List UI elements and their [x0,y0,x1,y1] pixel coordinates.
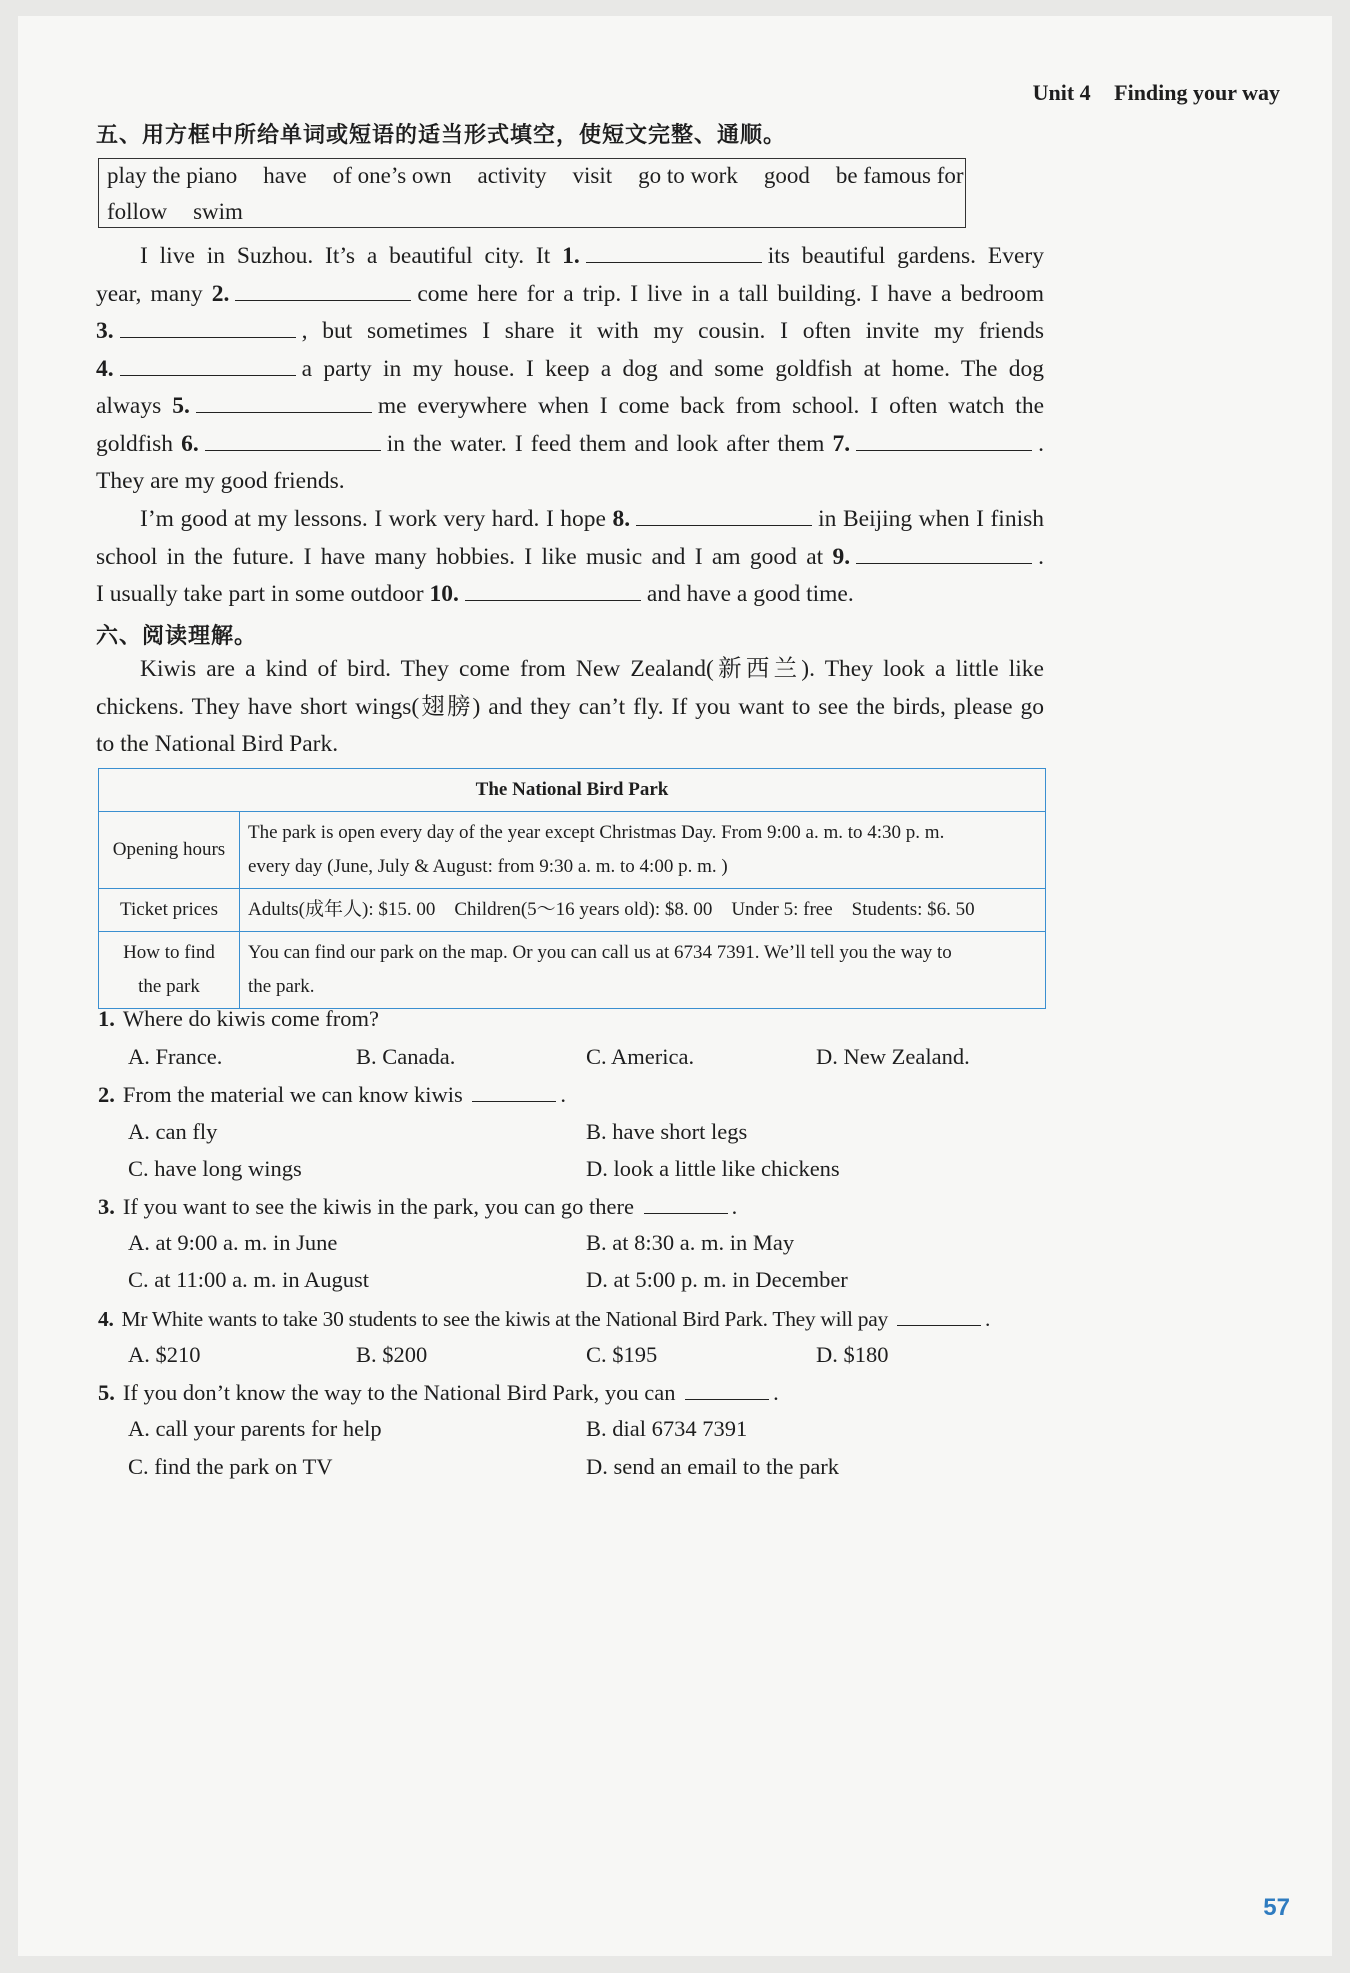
answer-blank-8[interactable] [636,503,812,526]
option-4c[interactable]: C. $195 [586,1342,658,1367]
row-label: Opening hours [99,812,240,889]
answer-blank-7[interactable] [856,428,1032,451]
row-content: Adults(成年人): $15. 00 Children(5～16 years old): $8. 00 Under 5: free Students: $6. 50 [240,889,1046,932]
unit-title: Finding your way [1114,80,1280,105]
word-item: play the piano [107,163,238,188]
word-item: have [263,163,307,188]
table-heading: The National Bird Park [99,769,1046,812]
option-1b[interactable]: B. Canada. [356,1044,456,1069]
passage-line: goldfish 6. in the water. I feed them and look after them 7. . [96,426,1044,464]
intro-line: chickens. They have short wings(翅膀) and they can’t fly. If you want to see the birds, please go [96,693,1044,720]
passage-paragraph-1 [96,238,1044,501]
option-1a[interactable]: A. France. [128,1044,223,1069]
passage-line: school in the future. I have many hobbies. I like music and I am good at 9. . [96,539,1044,577]
option-5c[interactable]: C. find the park on TV [128,1454,333,1479]
word-item: visit [572,163,613,188]
option-2b[interactable]: B. have short legs [586,1119,748,1144]
word-item: go to work [638,163,738,188]
row-label: How to find the park [99,932,240,1009]
word-item: swim [193,199,243,224]
option-2d[interactable]: D. look a little like chickens [586,1156,840,1181]
word-item: follow [107,199,168,224]
answer-blank-2[interactable] [235,278,411,301]
question-4: 4. Mr White wants to take 30 students to see the kiwis at the National Bird Park. They will pay . [98,1307,991,1331]
question-2: 2. From the material we can know kiwis . [98,1082,567,1107]
word-item: activity [477,163,547,188]
intro-line: Kiwis are a kind of bird. They come from New Zealand(新西兰). They look a little like [140,656,1044,682]
option-5b[interactable]: B. dial 6734 7391 [586,1416,748,1441]
option-5d[interactable]: D. send an email to the park [586,1454,840,1479]
page-number: 57 [1263,1894,1290,1921]
passage-line: 3. , but sometimes I share it with my cousin. I often invite my friends [96,313,1044,351]
table-row [99,812,1046,889]
word-box [98,158,966,228]
question-blank[interactable] [472,1081,556,1102]
row-content: You can find our park on the map. Or you can call us at 6734 7391. We’ll tell you the way to the park. [240,932,1046,1009]
question-1: 1. Where do kiwis come from? [98,1006,380,1031]
park-info-table [98,768,1046,1009]
answer-blank-10[interactable] [465,578,641,601]
option-3a[interactable]: A. at 9:00 a. m. in June [128,1230,338,1255]
option-3d[interactable]: D. at 5:00 p. m. in December [586,1267,848,1292]
passage-line: They are my good friends. [96,468,345,494]
table-row [99,932,1046,1009]
answer-blank-6[interactable] [205,428,381,451]
section6-title: 六、阅读理解。 [96,624,258,649]
answer-blank-4[interactable] [120,353,296,376]
option-2a[interactable]: A. can fly [128,1119,218,1144]
passage-line: year, many 2. come here for a trip. I live in a tall building. I have a bedroom [96,276,1044,314]
passage-line: always 5. me everywhere when I come back from school. I often watch the [96,388,1044,426]
option-4a[interactable]: A. $210 [128,1342,201,1367]
unit-label: Unit 4 [1032,80,1091,105]
row-content: The park is open every day of the year except Christmas Day. From 9:00 a. m. to 4:30 p. m. every day (June, July & August: from 9:30 a. m. to 4:00 p. m. ) [240,812,1046,889]
option-3b[interactable]: B. at 8:30 a. m. in May [586,1230,795,1255]
word-box-row-1 [107,163,964,189]
reading-intro [96,651,1044,764]
answer-blank-9[interactable] [856,541,1032,564]
question-5: 5. If you don’t know the way to the National Bird Park, you can . [98,1380,779,1405]
row-label: Ticket prices [99,889,240,932]
question-3: 3. If you want to see the kiwis in the park, you can go there . [98,1194,738,1219]
passage-paragraph-2 [96,501,1044,614]
intro-line: to the National Bird Park. [96,731,339,757]
answer-blank-3[interactable] [120,315,296,338]
option-2c[interactable]: C. have long wings [128,1156,302,1181]
option-4d[interactable]: D. $180 [816,1342,889,1367]
answer-blank-5[interactable] [196,390,372,413]
question-blank[interactable] [897,1305,981,1326]
option-1c[interactable]: C. America. [586,1044,695,1069]
option-1d[interactable]: D. New Zealand. [816,1044,970,1069]
word-item: be famous for [835,163,964,188]
question-blank[interactable] [685,1379,769,1400]
word-item: of one’s own [332,163,452,188]
passage-line: I’m good at my lessons. I work very hard. I hope 8. in Beijing when I finish [96,501,1044,539]
option-3c[interactable]: C. at 11:00 a. m. in August [128,1267,370,1292]
workbook-page [18,16,1332,1956]
passage-line: I live in Suzhou. It’s a beautiful city. It 1. its beautiful gardens. Every [96,238,1044,276]
option-4b[interactable]: B. $200 [356,1342,428,1367]
word-box-row-2 [107,199,269,225]
passage-line: I usually take part in some outdoor 10. and have a good time. [96,576,1044,614]
page-header [1033,80,1280,106]
question-blank[interactable] [644,1193,728,1214]
option-5a[interactable]: A. call your parents for help [128,1416,382,1441]
table-row [99,889,1046,932]
answer-blank-1[interactable] [586,240,762,263]
section5-title: 五、用方框中所给单词或短语的适当形式填空，使短文完整、通顺。 [96,123,787,148]
word-item: good [763,163,810,188]
passage-line: 4. a party in my house. I keep a dog and some goldfish at home. The dog [96,351,1044,389]
